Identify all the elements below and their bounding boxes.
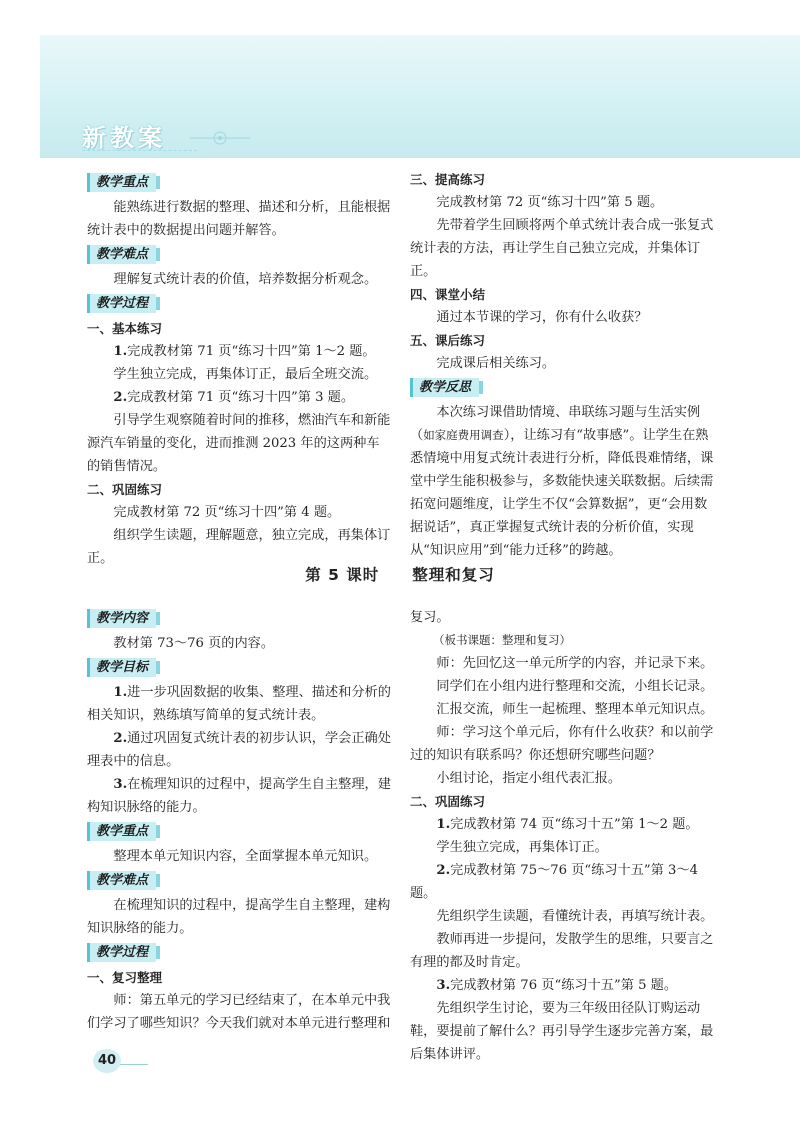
paragraph: 引导学生观察随着时间的推移，燃油汽车和新能源汽车销量的变化，进而推测 2023 年的这两种车的销售情况。 <box>87 413 391 474</box>
paragraph: 先带着学生回顾将两个单式统计表合成一张复式统计表的方法，再让学生自己独立完成，并集体订正。 <box>410 218 714 279</box>
paragraph: 3.在梳理知识的过程中，提高学生自主整理，建构知识脉络的能力。 <box>87 777 391 815</box>
section-heading: 教学反思 <box>410 378 479 397</box>
chapter-title: 第 5 课时 整理和复习 <box>305 566 495 584</box>
section-heading: 教学目标 <box>87 658 156 677</box>
subsection-heading: 三、提高练习 <box>410 172 486 187</box>
subsection-heading: 四、课堂小结 <box>410 287 486 302</box>
paragraph: 理解复式统计表的价值，培养数据分析观念。 <box>113 272 378 287</box>
paragraph: 2.完成教材第 71 页“练习十四”第 3 题。 <box>113 390 355 405</box>
right-bottom-column <box>410 606 715 1066</box>
right-top-column <box>410 168 715 562</box>
item-number: 2. <box>113 390 128 405</box>
section-heading: 教学难点 <box>87 245 156 264</box>
paragraph: 1.完成教材第 71 页“练习十四”第 1～2 题。 <box>113 344 376 359</box>
section-heading: 教学过程 <box>87 943 156 962</box>
subsection-heading: 五、课后练习 <box>410 333 486 348</box>
subsection-heading: 一、基本练习 <box>87 321 163 336</box>
page-number-rule <box>120 1064 148 1065</box>
paragraph: 师：第五单元的学习已经结束了，在本单元中我们学习了哪些知识？今天我们就对本单元进行整理和 <box>87 993 391 1031</box>
section-heading: 教学难点 <box>87 871 156 890</box>
board-title: （板书课题：整理和复习） <box>433 633 571 647</box>
item-number: 1. <box>113 344 128 359</box>
paragraph: 教材第 73～76 页的内容。 <box>113 636 275 651</box>
paragraph: 整理本单元知识内容，全面掌握本单元知识。 <box>113 849 378 864</box>
logo: 新教案 <box>82 124 166 152</box>
paragraph: 师：先回忆这一单元所学的内容，并记录下来。 <box>436 656 714 671</box>
paragraph: 同学们在小组内进行整理和交流，小组长记录。 <box>436 679 714 694</box>
paragraph: 1.进一步巩固数据的收集、整理、描述和分析的相关知识，熟练填写简单的复式统计表。 <box>87 685 391 723</box>
page-number: 40 <box>93 1049 121 1073</box>
section-heading: 教学重点 <box>87 173 156 192</box>
paragraph: 学生独立完成，再集体订正。 <box>436 840 608 855</box>
paragraph: 组织学生读题，理解题意，独立完成，再集体订正。 <box>87 528 391 566</box>
section-heading: 教学过程 <box>87 294 156 313</box>
paragraph: 完成教材第 72 页“练习十四”第 4 题。 <box>113 505 341 520</box>
paragraph: 3.完成教材第 76 页“练习十五”第 5 题。 <box>436 978 678 993</box>
paragraph: 完成教材第 72 页“练习十四”第 5 题。 <box>436 195 664 210</box>
logo-underline <box>82 150 197 155</box>
decoration-icon <box>190 128 250 148</box>
paragraph: 通过本节课的学习，你有什么收获？ <box>436 310 648 325</box>
paragraph: 先组织学生读题，看懂统计表，再填写统计表。 <box>436 909 714 924</box>
paragraph: 在梳理知识的过程中，提高学生自主整理，建构知识脉络的能力。 <box>87 898 391 936</box>
paragraph: 小组讨论，指定小组代表汇报。 <box>436 771 622 786</box>
paragraph: 先组织学生讨论，要为三年级田径队订购运动鞋，要提前了解什么？再引导学生逐步完善方案，最后集体讲评。 <box>410 1001 714 1062</box>
paragraph: 复习。 <box>410 610 450 625</box>
subsection-heading: 一、复习整理 <box>87 970 163 985</box>
left-bottom-column <box>87 606 392 1035</box>
reflection-paragraph: 本次练习课借助情境、串联练习题与生活实例（如家庭费用调查），让练习有“故事感”。让学生在熟悉情境中用复式统计表进行分析，降低畏难情绪，课堂中学生能积极参与，多数能快速关联数据。后续需拓宽问题维度，让学生不仅“会算数据”，更“会用数据说话”，真正掌握复式统计表的分析价值，实现从“知识应用”到“能力迁移”的跨越。 <box>410 405 714 558</box>
paragraph: 2.完成教材第 75～76 页“练习十五”第 3～4 题。 <box>410 863 699 901</box>
section-heading: 教学内容 <box>87 609 156 628</box>
paragraph: 1.完成教材第 74 页“练习十五”第 1～2 题。 <box>436 817 699 832</box>
paragraph: 能熟练进行数据的整理、描述和分析，且能根据统计表中的数据提出问题并解答。 <box>87 200 391 238</box>
paragraph: 完成课后相关练习。 <box>436 356 556 371</box>
left-top-column <box>87 170 392 570</box>
section-heading: 教学重点 <box>87 822 156 841</box>
paragraph: 汇报交流，师生一起梳理、整理本单元知识点。 <box>436 702 714 717</box>
paragraph: 2.通过巩固复式统计表的初步认识，学会正确处理表中的信息。 <box>87 731 391 769</box>
paragraph: 师：学习这个单元后，你有什么收获？和以前学过的知识有联系吗？你还想研究哪些问题？ <box>410 725 714 763</box>
paragraph: 教师再进一步提问，发散学生的思维，只要言之有理的都及时肯定。 <box>410 932 714 970</box>
paragraph: 学生独立完成，再集体订正，最后全班交流。 <box>113 367 378 382</box>
subsection-heading: 二、巩固练习 <box>87 482 163 497</box>
subsection-heading: 二、巩固练习 <box>410 794 486 809</box>
